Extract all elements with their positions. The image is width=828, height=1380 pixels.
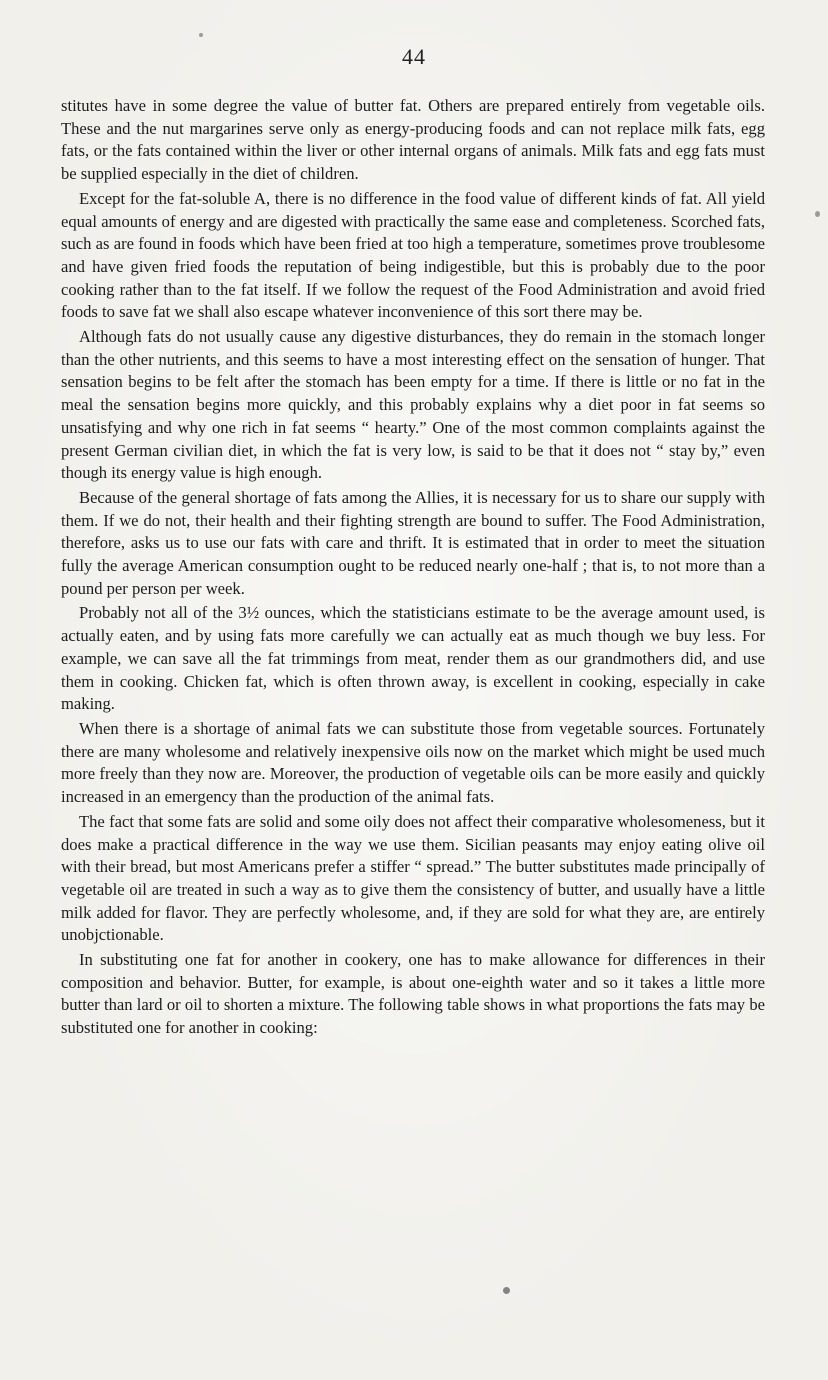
paragraph-digestion-hunger: Although fats do not usually cause any digestive disturbances, they do remain in the stomach longer than the other nutrients, and this seems to have a most interesting effect on the sensation of hunger. That sensation begins to be felt after the stomach has been empty for a time. If there is little or no fat in the meal the sensation begins more quickly, and this probably explains why a diet poor in fat seems so unsatisfying and why one rich in fat seems “ hearty.” One of the most common complaints against the present German civilian diet, in which the fat is very low, is said to be that it does not “ stay by,” even though its energy value is high enough.	[61, 327, 765, 483]
paragraph-vegetable-sources: When there is a shortage of animal fats we can substitute those from vegetable sources. Fortunately there are many wholesome and relatively inexpensive oils now on the market which might be used much more freely than they now are. Moreover, the production of vegetable oils can be more easily and quickly increased in an emergency than the production of the animal fats.	[61, 718, 765, 807]
paragraph-margarine: stitutes have in some degree the value of butter fat. Others are prepared entirely from vegetable oils. These and the nut margarines serve only as energy-producing foods and can not replace milk fats, egg fats, or the fats contained within the liver or other internal organs of animals. Milk fats and egg fats must be supplied especially in the diet of children.	[61, 96, 765, 184]
paragraph-solid-oily: The fact that some fats are solid and some oily does not affect their comparative wholesomeness, but it does make a practical difference in the way we use them. Sicilian peasants may enjoy eating olive oil with their bread, but most Americans prefer a stiffer “ spread.” The butter substitutes made principally of vegetable oil are treated in such a way as to give them the consistency of butter, and usually have a little milk added for flavor. They are perfectly wholesome, and, if they are sold for what they are, are entirely unobjctionable.	[61, 811, 765, 945]
paragraph-substitution-table: In substituting one fat for another in cookery, one has to make allowance for differences in their composition and behavior. Butter, for example, is about one-eighth water and so it takes a little more butter than lard or oil to shorten a mixture. The following table shows in what proportions the fats may be substituted one for another in cooking:	[61, 950, 765, 1038]
page-number: 44	[402, 44, 426, 69]
speck-mark	[815, 211, 820, 217]
paragraph-allies-shortage: Because of the general shortage of fats among the Allies, it is necessary for us to share our supply with them. If we do not, their health and their fighting strength are bound to suffer. The Food Administration, therefore, asks us to use our fats with care and thrift. It is estimated that in order to meet the situation fully the average American consumption ought to be reduced nearly one-half ; that is, to not more than a pound per person per week.	[61, 487, 765, 598]
speck-mark	[199, 33, 203, 37]
speck-mark	[503, 1287, 510, 1294]
paragraph-saving-fats: Probably not all of the 3½ ounces, which the statisticians estimate to be the average amount used, is actually eaten, and by using fats more carefully we can actually eat as much though we buy less. For example, we can save all the fat trimmings from meat, render them as our grandmothers did, and use them in cooking. Chicken fat, which is often thrown away, is excellent in cooking, especially in cake making.	[61, 603, 765, 714]
body-text	[61, 95, 765, 1042]
paragraph-fat-value: Except for the fat-soluble A, there is no difference in the food value of different kinds of fat. All yield equal amounts of energy and are digested with practically the same ease and completeness. Scorched fats, such as are found in foods which have been fried at too high a temperature, sometimes prove troublesome and have given fried foods the reputation of being indigestible, but this is probably due to the poor cooking rather than to the fat itself. If we follow the request of the Food Administration and avoid fried foods to save fat we shall also escape whatever inconvenience of this sort there may be.	[61, 188, 765, 322]
